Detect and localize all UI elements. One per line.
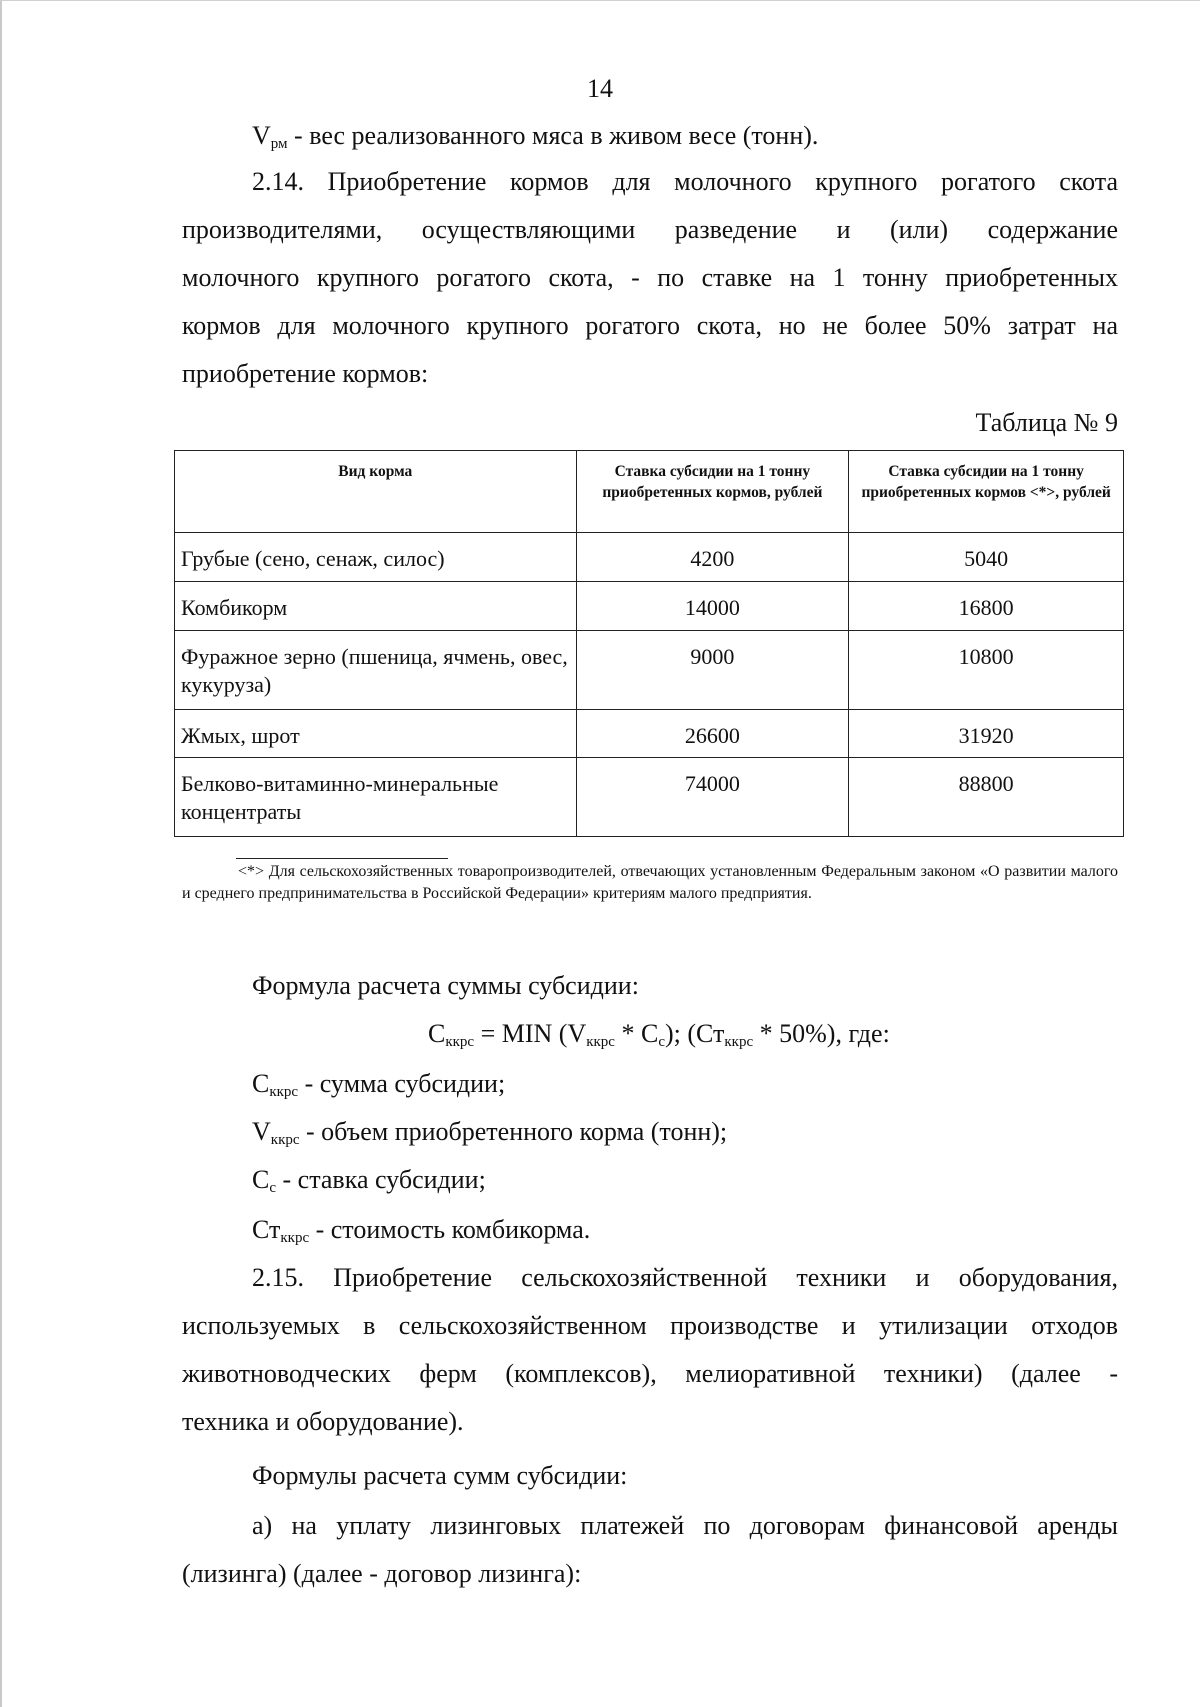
definition-text: - стоимость комбикорма. (309, 1215, 591, 1244)
section-2-14-line-4: кормов для молочного крупного рогатого скота, но не более 50% затрат на (182, 311, 1118, 340)
table-row (175, 533, 1124, 582)
page-top-edge (0, 0, 1200, 1)
feed-type-cell: Фуражное зерно (пшеница, ячмень, овес, кукуруза) (175, 631, 577, 710)
definition-sub: с (269, 1180, 277, 1196)
item-a-line-1: а) на уплату лизинговых платежей по договорам финансовой аренды (252, 1511, 1118, 1540)
item-a-line-2: (лизинга) (далее - договор лизинга): (182, 1559, 582, 1588)
section-2-14-line-2: производителями, осуществляющими разведение и (или) содержание (182, 215, 1118, 244)
definition-symbol: V (252, 1117, 271, 1146)
rate-cell: 4200 (576, 533, 849, 582)
section-2-15-line-3: животноводческих ферм (комплексов), мелиоративной техники) (далее - (182, 1359, 1118, 1388)
feed-type-cell: Жмых, шрот (175, 710, 577, 758)
formula-end: * 50%), где: (753, 1019, 890, 1048)
feed-type-cell: Комбикорм (175, 582, 577, 631)
formula-c: С (428, 1019, 446, 1048)
definition-symbol: С (252, 1165, 270, 1194)
section-2-14-line-3: молочного крупного рогатого скота, - по ставке на 1 тонну приобретенных (182, 263, 1118, 292)
formula-v-sub: ккрс (586, 1034, 615, 1050)
table-row (175, 631, 1124, 710)
intro-definition (252, 120, 818, 152)
definition-line (252, 1068, 505, 1100)
formulas-heading: Формулы расчета сумм субсидии: (252, 1461, 628, 1490)
formula-c-sub: ккрс (445, 1034, 475, 1050)
rate-cell: 14000 (576, 582, 849, 631)
formula (428, 1018, 890, 1050)
page-left-edge (0, 0, 2, 1707)
definition-symbol: С (252, 1069, 270, 1098)
section-2-15-line-2: используемых в сельскохозяйственном производстве и утилизации отходов (182, 1311, 1118, 1340)
feed-type-cell: Белково-витаминно-минеральные концентраты (175, 758, 577, 837)
feed-type-cell: Грубые (сено, сенаж, силос) (175, 533, 577, 582)
rate-cell: 9000 (576, 631, 849, 710)
table-row (175, 758, 1124, 837)
table-header-row (175, 451, 1124, 533)
header-rate: Ставка субсидии на 1 тонну приобретенных кормов, рублей (576, 451, 849, 533)
section-2-15-line-4: техника и оборудование). (182, 1407, 464, 1436)
definition-sub: ккрс (280, 1230, 310, 1246)
page-number: 14 (587, 74, 613, 103)
table-row (175, 710, 1124, 758)
feed-subsidy-table (174, 450, 1124, 837)
formula-heading: Формула расчета суммы субсидии: (252, 971, 639, 1000)
section-2-14-line-5: приобретение кормов: (182, 359, 429, 388)
definition-text: - объем приобретенного корма (тонн); (299, 1117, 728, 1146)
definition-line (252, 1116, 727, 1148)
definition-line (252, 1214, 590, 1246)
formula-eq: = MIN (V (474, 1019, 587, 1048)
table-caption: Таблица № 9 (975, 408, 1118, 437)
intro-symbol: V (252, 121, 271, 150)
footnote: <*> Для сельскохозяйственных товаропроизводителей, отвечающих установленным Федеральным законом «О развитии малого и среднего предпринимательства в Российской Федерации» критериям малого предприятия. (182, 863, 1118, 902)
rate-cell: 74000 (576, 758, 849, 837)
formula-cc-sub: с (658, 1034, 665, 1050)
definition-sub: ккрс (269, 1084, 299, 1100)
section-2-14-line-1: 2.14. Приобретение кормов для молочного крупного рогатого скота (252, 167, 1118, 196)
section-2-15-line-1: 2.15. Приобретение сельскохозяйственной техники и оборудования, (252, 1263, 1118, 1292)
formula-mid2: ); (Ст (664, 1019, 725, 1048)
rate-cell: 26600 (576, 710, 849, 758)
intro-text: - вес реализованного мяса в живом весе (тонн). (287, 121, 819, 150)
rate-small-cell: 31920 (849, 710, 1124, 758)
formula-st-sub: ккрс (724, 1034, 754, 1050)
footnote-separator (236, 858, 448, 859)
intro-symbol-sub: рм (270, 136, 288, 152)
rate-small-cell: 5040 (849, 533, 1124, 582)
table-row (175, 582, 1124, 631)
header-feed-type: Вид корма (175, 451, 577, 533)
definition-symbol: Ст (252, 1215, 281, 1244)
definition-line (252, 1164, 486, 1196)
definition-text: - сумма субсидии; (298, 1069, 506, 1098)
rate-small-cell: 10800 (849, 631, 1124, 710)
rate-small-cell: 88800 (849, 758, 1124, 837)
header-rate-small-business: Ставка субсидии на 1 тонну приобретенных кормов <*>, рублей (849, 451, 1124, 533)
rate-small-cell: 16800 (849, 582, 1124, 631)
definition-sub: ккрс (270, 1132, 300, 1148)
definition-text: - ставка субсидии; (276, 1165, 486, 1194)
formula-mid: * С (614, 1019, 659, 1048)
